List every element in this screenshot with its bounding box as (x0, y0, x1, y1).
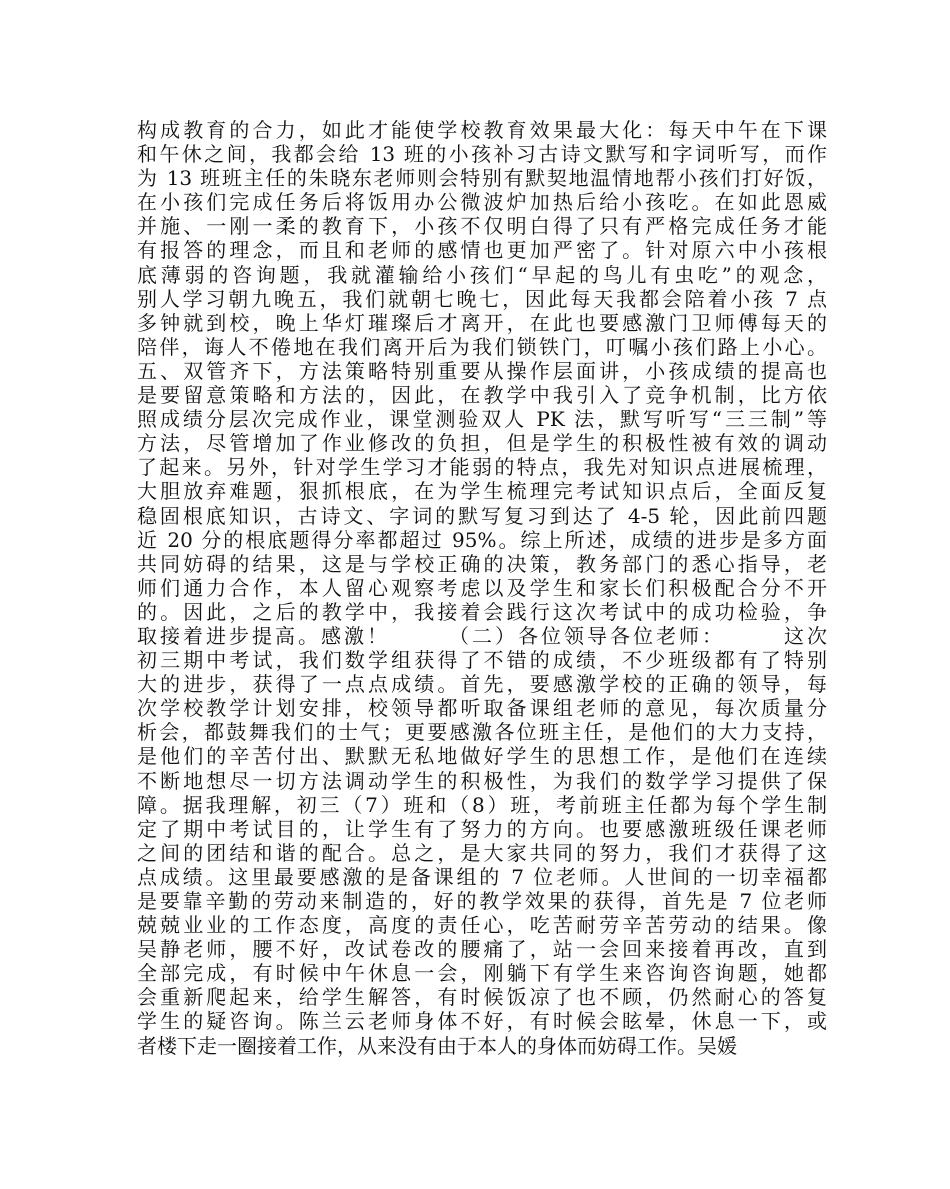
text-line: 在小孩们完成任务后将饭用办公微波炉加热后给小孩吃。在如此恩威 (137, 190, 827, 215)
text-line: 初三期中考试，我们数学组获得了不错的成绩，不少班级都有了特别 (137, 648, 827, 673)
text-line: 和午休之间，我都会给 13 班的小孩补习古诗文默写和字词听写，而作 (137, 142, 827, 167)
text-line: 稳固根底知识，古诗文、字词的默写复习到达了 4-5 轮，因此前四题 (137, 503, 827, 528)
text-line: 析会，都鼓舞我们的士气；更要感激各位班主任，是他们的大力支持， (137, 720, 827, 745)
text-line: 会重新爬起来，给学生解答，有时候饭凉了也不顾，仍然耐心的答复 (137, 985, 827, 1010)
text-line: 者楼下走一圈接着工作，从来没有由于本人的身体而妨碍工作。吴媛 (137, 1033, 737, 1058)
text-line: 是他们的辛苦付出、默默无私地做好学生的思想工作，是他们在连续 (137, 744, 827, 769)
text-line: 底薄弱的咨询题，我就灌输给小孩们“早起的鸟儿有虫吃”的观念， (137, 262, 827, 287)
text-line: 全部完成，有时候中午休息一会，刚躺下有学生来咨询咨询题，她都 (137, 961, 827, 986)
text-line: 障。据我理解，初三（7）班和（8）班，考前班主任都为每个学生制 (137, 792, 827, 817)
text-line: 多钟就到校，晚上华灯璀璨后才离开，在此也要感激门卫师傅每天的 (137, 310, 827, 335)
document-page (137, 118, 827, 1058)
text-line: 陪伴，诲人不倦地在我们离开后为我们锁铁门，叮嘱小孩们路上小心。 (137, 334, 827, 359)
text-line: 不断地想尽一切方法调动学生的积极性，为我们的数学学习提供了保 (137, 768, 827, 793)
text-line: 照成绩分层次完成作业，课堂测验双人 PK 法，默写听写“三三制”等 (137, 407, 827, 432)
text-line: 是要留意策略和方法的，因此，在教学中我引入了竞争机制，比方依 (137, 383, 827, 408)
text-line: 定了期中考试目的，让学生有了努力的方向。也要感激班级任课老师 (137, 816, 827, 841)
text-line: 大的进步，获得了一点点成绩。首先，要感激学校的正确的领导，每 (137, 672, 827, 697)
text-line: 有报答的理念，而且和老师的感情也更加严密了。针对原六中小孩根 (137, 238, 827, 263)
text-line: 五、双管齐下，方法策略特别重要从操作层面讲，小孩成绩的提高也 (137, 358, 827, 383)
text-line: 点成绩。这里最要感激的是备课组的 7 位老师。人世间的一切幸福都 (137, 864, 827, 889)
text-line: 的。因此，之后的教学中，我接着会践行这次考试中的成功检验，争 (137, 599, 827, 624)
text-line: 师们通力合作，本人留心观察考虑以及学生和家长们积极配合分不开 (137, 575, 827, 600)
text-line: 之间的团结和谐的配合。总之，是大家共同的努力，我们才获得了这 (137, 840, 827, 865)
text-line: 构成教育的合力，如此才能使学校教育效果最大化：每天中午在下课 (137, 118, 827, 142)
text-line: 次学校教学计划安排，校领导都听取备课组老师的意见，每次质量分 (137, 696, 827, 721)
text-line: 兢兢业业的工作态度，高度的责任心，吃苦耐劳辛苦劳动的结果。像 (137, 913, 827, 938)
text-line: 为 13 班班主任的朱晓东老师则会特别有默契地温情地帮小孩们打好饭， (137, 166, 827, 191)
text-line: 近 20 分的根底题得分率都超过 95%。综上所述，成绩的进步是多方面 (137, 527, 827, 552)
text-line: 吴静老师，腰不好，改试卷改的腰痛了，站一会回来接着再改，直到 (137, 937, 827, 962)
text-line: 了起来。另外，针对学生学习才能弱的特点，我先对知识点进展梳理， (137, 455, 827, 480)
text-line: 共同妨碍的结果，这是与学校正确的决策，教务部门的悉心指导，老 (137, 551, 827, 576)
text-line: 学生的疑咨询。陈兰云老师身体不好，有时候会眩晕，休息一下，或 (137, 1009, 827, 1034)
text-line: 取接着进步提高。感激！ （二）各位领导各位老师： 这次 (137, 623, 827, 648)
text-line: 别人学习朝九晚五，我们就朝七晚七，因此每天我都会陪着小孩 7 点 (137, 286, 827, 311)
text-line: 大胆放弃难题，狠抓根底，在为学生梳理完考试知识点后，全面反复 (137, 479, 827, 504)
text-line: 并施、一刚一柔的教育下，小孩不仅明白得了只有严格完成任务才能 (137, 214, 827, 239)
text-line: 方法，尽管增加了作业修改的负担，但是学生的积极性被有效的调动 (137, 431, 827, 456)
text-line: 是要靠辛勤的劳动来制造的，好的教学效果的获得，首先是 7 位老师 (137, 889, 827, 913)
